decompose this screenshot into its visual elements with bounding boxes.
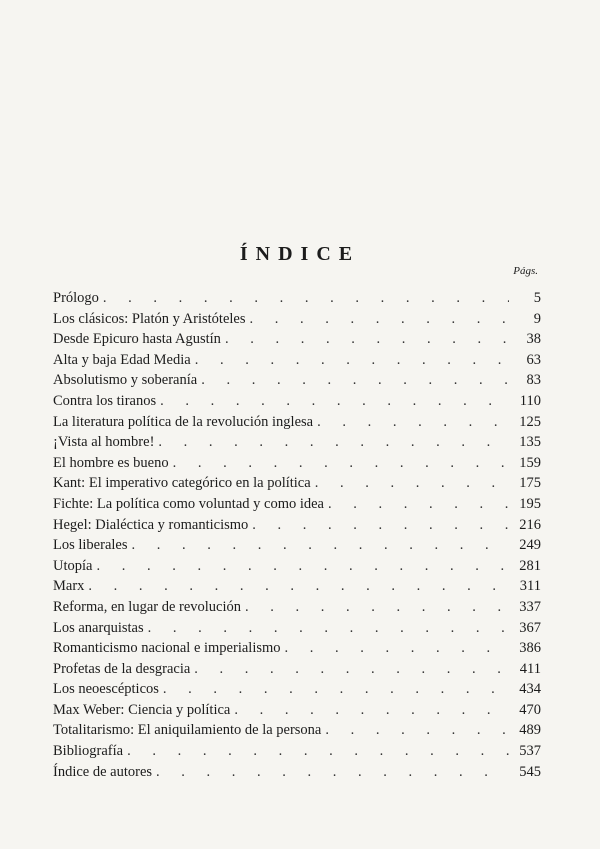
toc-entry-title: Los anarquistas bbox=[53, 619, 144, 636]
toc-entry-page: 195 bbox=[519, 495, 541, 512]
toc-entry-title: Totalitarismo: El aniquilamiento de la persona bbox=[53, 722, 322, 739]
toc-entry bbox=[53, 720, 541, 741]
toc-entry-title: Kant: El imperativo categórico en la política bbox=[53, 475, 311, 492]
toc-entry bbox=[53, 659, 541, 680]
toc-entry-title: Reforma, en lugar de revolución bbox=[53, 598, 242, 615]
dot-leader bbox=[252, 515, 509, 536]
toc-entry bbox=[53, 370, 541, 391]
toc-entry bbox=[53, 453, 541, 474]
toc-entry-title: Los clásicos: Platón y Aristóteles bbox=[53, 310, 246, 327]
dot-leader bbox=[201, 370, 509, 391]
table-of-contents bbox=[53, 288, 541, 782]
toc-entry bbox=[53, 535, 541, 556]
toc-entry bbox=[53, 309, 541, 330]
dot-leader bbox=[163, 679, 509, 700]
toc-entry-title: Absolutismo y soberanía bbox=[53, 372, 198, 389]
toc-entry-page: 537 bbox=[519, 743, 541, 760]
dot-leader bbox=[88, 576, 509, 597]
toc-entry bbox=[53, 329, 541, 350]
toc-entry-page: 545 bbox=[519, 763, 541, 780]
toc-entry-title: Max Weber: Ciencia y política bbox=[53, 701, 231, 718]
dot-leader bbox=[103, 288, 509, 309]
toc-entry-page: 9 bbox=[533, 310, 541, 327]
toc-entry-title: Los liberales bbox=[53, 537, 128, 554]
toc-entry bbox=[53, 556, 541, 577]
dot-leader bbox=[315, 473, 509, 494]
toc-entry-page: 470 bbox=[519, 701, 541, 718]
toc-entry-page: 249 bbox=[519, 537, 541, 554]
toc-entry-title: Fichte: La política como voluntad y como idea bbox=[53, 495, 324, 512]
toc-entry bbox=[53, 741, 541, 762]
toc-entry-page: 434 bbox=[519, 681, 541, 698]
page-column-label: Págs. bbox=[513, 265, 538, 277]
toc-entry bbox=[53, 762, 541, 783]
toc-entry-page: 38 bbox=[526, 331, 541, 348]
toc-entry bbox=[53, 576, 541, 597]
toc-entry-title: Marx bbox=[53, 578, 85, 595]
toc-entry-page: 63 bbox=[526, 351, 541, 368]
dot-leader bbox=[194, 659, 509, 680]
toc-entry-title: Bibliografía bbox=[53, 743, 124, 760]
toc-entry-title: Utopía bbox=[53, 557, 93, 574]
toc-entry-title: El hombre es bueno bbox=[53, 454, 169, 471]
toc-entry-title: Hegel: Dialéctica y romanticismo bbox=[53, 516, 249, 533]
toc-entry-title: Profetas de la desgracia bbox=[53, 660, 191, 677]
dot-leader bbox=[250, 309, 509, 330]
toc-entry-page: 110 bbox=[519, 392, 541, 409]
dot-leader bbox=[158, 432, 509, 453]
toc-entry-page: 386 bbox=[519, 640, 541, 657]
toc-entry-page: 125 bbox=[519, 413, 541, 430]
toc-entry bbox=[53, 391, 541, 412]
toc-entry-page: 159 bbox=[519, 454, 541, 471]
dot-leader bbox=[160, 391, 509, 412]
toc-entry-title: Desde Epicuro hasta Agustín bbox=[53, 331, 221, 348]
toc-entry bbox=[53, 432, 541, 453]
dot-leader bbox=[325, 720, 509, 741]
toc-entry-title: Alta y baja Edad Media bbox=[53, 351, 191, 368]
toc-entry-page: 83 bbox=[526, 372, 541, 389]
dot-leader bbox=[234, 700, 509, 721]
dot-leader bbox=[328, 494, 509, 515]
toc-entry bbox=[53, 638, 541, 659]
toc-entry-page: 311 bbox=[519, 578, 541, 595]
dot-leader bbox=[195, 350, 509, 371]
toc-entry bbox=[53, 473, 541, 494]
toc-entry-page: 411 bbox=[519, 660, 541, 677]
toc-entry-page: 489 bbox=[519, 722, 541, 739]
toc-entry bbox=[53, 494, 541, 515]
page-title: ÍNDICE bbox=[239, 243, 361, 266]
toc-entry-title: Romanticismo nacional e imperialismo bbox=[53, 640, 281, 657]
dot-leader bbox=[96, 556, 509, 577]
toc-entry-title: Los neoescépticos bbox=[53, 681, 159, 698]
dot-leader bbox=[132, 535, 510, 556]
dot-leader bbox=[127, 741, 509, 762]
toc-entry bbox=[53, 679, 541, 700]
toc-entry-page: 281 bbox=[519, 557, 541, 574]
toc-entry-page: 5 bbox=[533, 290, 541, 306]
toc-entry bbox=[53, 350, 541, 371]
dot-leader bbox=[156, 762, 509, 783]
toc-entry bbox=[53, 597, 541, 618]
dot-leader bbox=[173, 453, 509, 474]
toc-entry-title: Prólogo bbox=[53, 290, 99, 306]
toc-entry bbox=[53, 618, 541, 639]
dot-leader bbox=[285, 638, 509, 659]
dot-leader bbox=[245, 597, 509, 618]
toc-entry bbox=[53, 288, 541, 309]
toc-entry-page: 337 bbox=[519, 598, 541, 615]
toc-entry-page: 367 bbox=[519, 619, 541, 636]
toc-entry-title: Índice de autores bbox=[53, 763, 153, 780]
toc-entry-page: 135 bbox=[519, 434, 541, 451]
dot-leader bbox=[317, 412, 509, 433]
dot-leader bbox=[148, 618, 509, 639]
toc-entry-title: Contra los tiranos bbox=[53, 392, 157, 409]
toc-entry-page: 175 bbox=[519, 475, 541, 492]
dot-leader bbox=[225, 329, 509, 350]
toc-entry bbox=[53, 515, 541, 536]
toc-entry-title: ¡Vista al hombre! bbox=[53, 434, 155, 451]
toc-entry bbox=[53, 700, 541, 721]
toc-entry bbox=[53, 412, 541, 433]
toc-entry-title: La literatura política de la revolución inglesa bbox=[53, 413, 314, 430]
toc-entry-page: 216 bbox=[519, 516, 541, 533]
